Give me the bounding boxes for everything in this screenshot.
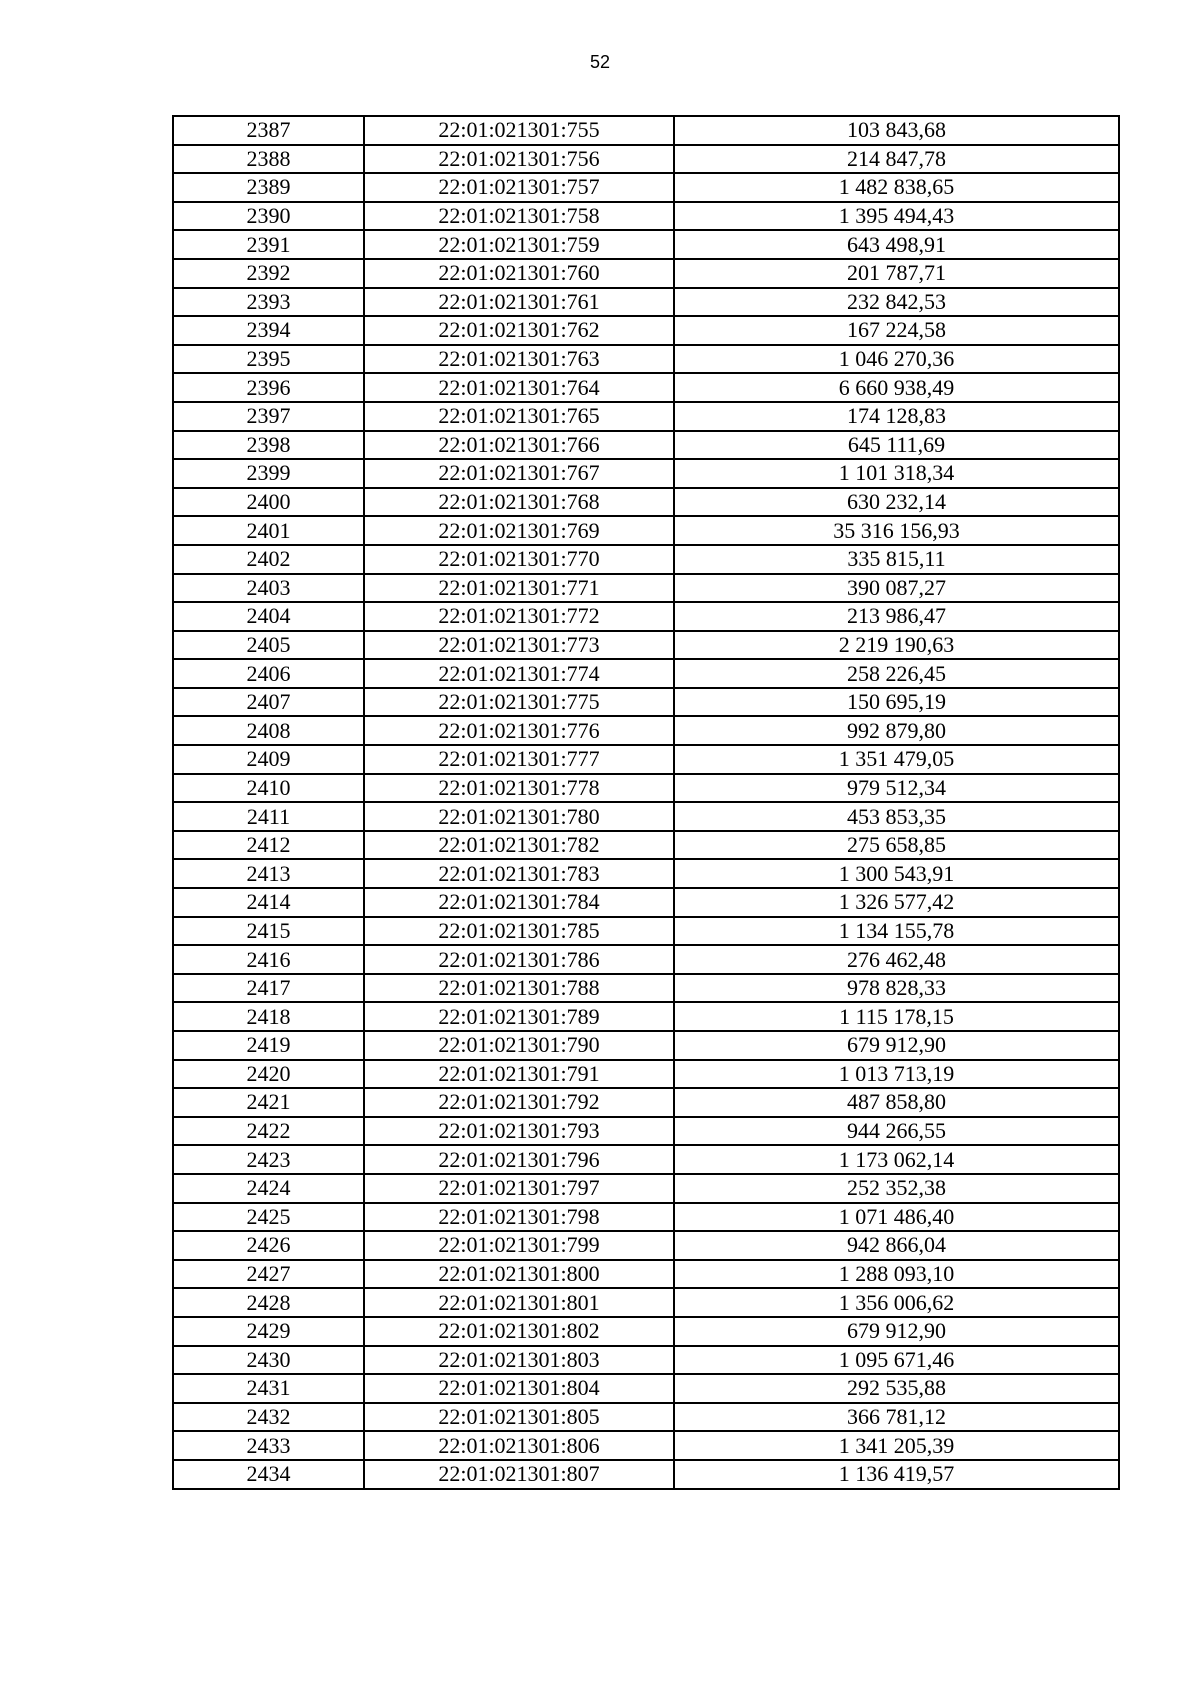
cadastral-number-cell: 22:01:021301:767 (364, 459, 674, 488)
row-number-cell: 2393 (173, 288, 364, 317)
value-cell: 1 351 479,05 (674, 745, 1119, 774)
row-number-cell: 2390 (173, 202, 364, 231)
table-row (173, 602, 1119, 631)
cadastral-number-cell: 22:01:021301:780 (364, 802, 674, 831)
row-number-cell: 2431 (173, 1374, 364, 1403)
table-row (173, 688, 1119, 717)
cadastral-number-cell: 22:01:021301:797 (364, 1174, 674, 1203)
value-cell: 335 815,11 (674, 545, 1119, 574)
row-number-cell: 2401 (173, 516, 364, 545)
row-number-cell: 2419 (173, 1031, 364, 1060)
row-number-cell: 2416 (173, 945, 364, 974)
row-number-cell: 2398 (173, 431, 364, 460)
value-cell: 942 866,04 (674, 1231, 1119, 1260)
row-number-cell: 2414 (173, 888, 364, 917)
value-cell: 643 498,91 (674, 230, 1119, 259)
value-cell: 232 842,53 (674, 288, 1119, 317)
cadastral-number-cell: 22:01:021301:785 (364, 917, 674, 946)
row-number-cell: 2395 (173, 345, 364, 374)
row-number-cell: 2407 (173, 688, 364, 717)
row-number-cell: 2402 (173, 545, 364, 574)
table-row (173, 888, 1119, 917)
row-number-cell: 2404 (173, 602, 364, 631)
row-number-cell: 2415 (173, 917, 364, 946)
table-row (173, 1088, 1119, 1117)
row-number-cell: 2413 (173, 859, 364, 888)
cadastral-number-cell: 22:01:021301:778 (364, 774, 674, 803)
row-number-cell: 2429 (173, 1317, 364, 1346)
value-cell: 944 266,55 (674, 1117, 1119, 1146)
value-cell: 366 781,12 (674, 1403, 1119, 1432)
cadastral-number-cell: 22:01:021301:777 (364, 745, 674, 774)
cadastral-number-cell: 22:01:021301:756 (364, 145, 674, 174)
value-cell: 258 226,45 (674, 659, 1119, 688)
row-number-cell: 2411 (173, 802, 364, 831)
table-row (173, 431, 1119, 460)
value-cell: 1 288 093,10 (674, 1260, 1119, 1289)
cadastral-number-cell: 22:01:021301:796 (364, 1145, 674, 1174)
value-cell: 1 341 205,39 (674, 1431, 1119, 1460)
table-row (173, 459, 1119, 488)
row-number-cell: 2389 (173, 173, 364, 202)
cadastral-number-cell: 22:01:021301:764 (364, 373, 674, 402)
cadastral-number-cell: 22:01:021301:757 (364, 173, 674, 202)
value-cell: 630 232,14 (674, 488, 1119, 517)
value-cell: 252 352,38 (674, 1174, 1119, 1203)
value-cell: 275 658,85 (674, 831, 1119, 860)
table-row (173, 917, 1119, 946)
cadastral-number-cell: 22:01:021301:765 (364, 402, 674, 431)
table-row (173, 1060, 1119, 1089)
value-cell: 1 482 838,65 (674, 173, 1119, 202)
table-row (173, 1403, 1119, 1432)
value-cell: 201 787,71 (674, 259, 1119, 288)
row-number-cell: 2396 (173, 373, 364, 402)
table-row (173, 974, 1119, 1003)
cadastral-number-cell: 22:01:021301:798 (364, 1203, 674, 1232)
table-row (173, 745, 1119, 774)
table-row (173, 173, 1119, 202)
cadastral-number-cell: 22:01:021301:763 (364, 345, 674, 374)
value-cell: 487 858,80 (674, 1088, 1119, 1117)
row-number-cell: 2428 (173, 1288, 364, 1317)
cadastral-number-cell: 22:01:021301:758 (364, 202, 674, 231)
value-cell: 2 219 190,63 (674, 631, 1119, 660)
table-row (173, 1145, 1119, 1174)
cadastral-number-cell: 22:01:021301:806 (364, 1431, 674, 1460)
table-row (173, 345, 1119, 374)
cadastral-number-cell: 22:01:021301:801 (364, 1288, 674, 1317)
cadastral-number-cell: 22:01:021301:790 (364, 1031, 674, 1060)
table-row (173, 373, 1119, 402)
table-row (173, 945, 1119, 974)
cadastral-number-cell: 22:01:021301:761 (364, 288, 674, 317)
row-number-cell: 2405 (173, 631, 364, 660)
cadastral-number-cell: 22:01:021301:784 (364, 888, 674, 917)
row-number-cell: 2430 (173, 1346, 364, 1375)
table-row (173, 1174, 1119, 1203)
row-number-cell: 2425 (173, 1203, 364, 1232)
value-cell: 35 316 156,93 (674, 516, 1119, 545)
row-number-cell: 2397 (173, 402, 364, 431)
cadastral-number-cell: 22:01:021301:800 (364, 1260, 674, 1289)
value-cell: 992 879,80 (674, 716, 1119, 745)
row-number-cell: 2421 (173, 1088, 364, 1117)
cadastral-number-cell: 22:01:021301:799 (364, 1231, 674, 1260)
table-row (173, 1203, 1119, 1232)
row-number-cell: 2388 (173, 145, 364, 174)
value-cell: 1 136 419,57 (674, 1460, 1119, 1489)
table-row (173, 1117, 1119, 1146)
cadastral-number-cell: 22:01:021301:760 (364, 259, 674, 288)
value-cell: 1 395 494,43 (674, 202, 1119, 231)
table-row (173, 859, 1119, 888)
row-number-cell: 2394 (173, 316, 364, 345)
table-row (173, 1031, 1119, 1060)
cadastral-number-cell: 22:01:021301:772 (364, 602, 674, 631)
table-row (173, 574, 1119, 603)
table-row (173, 716, 1119, 745)
value-cell: 679 912,90 (674, 1317, 1119, 1346)
table-row (173, 1231, 1119, 1260)
value-cell: 1 046 270,36 (674, 345, 1119, 374)
table-row (173, 1260, 1119, 1289)
value-cell: 979 512,34 (674, 774, 1119, 803)
cadastral-number-cell: 22:01:021301:759 (364, 230, 674, 259)
row-number-cell: 2417 (173, 974, 364, 1003)
cadastral-number-cell: 22:01:021301:774 (364, 659, 674, 688)
table-row (173, 116, 1119, 145)
table-row (173, 1431, 1119, 1460)
table-row (173, 1317, 1119, 1346)
value-cell: 1 095 671,46 (674, 1346, 1119, 1375)
table-row (173, 488, 1119, 517)
value-cell: 1 356 006,62 (674, 1288, 1119, 1317)
row-number-cell: 2406 (173, 659, 364, 688)
cadastral-number-cell: 22:01:021301:770 (364, 545, 674, 574)
row-number-cell: 2433 (173, 1431, 364, 1460)
value-cell: 1 101 318,34 (674, 459, 1119, 488)
row-number-cell: 2423 (173, 1145, 364, 1174)
cadastral-number-cell: 22:01:021301:771 (364, 574, 674, 603)
table-row (173, 1346, 1119, 1375)
cadastral-number-cell: 22:01:021301:775 (364, 688, 674, 717)
cadastral-number-cell: 22:01:021301:791 (364, 1060, 674, 1089)
row-number-cell: 2426 (173, 1231, 364, 1260)
table-row (173, 202, 1119, 231)
table-row (173, 631, 1119, 660)
value-cell: 1 173 062,14 (674, 1145, 1119, 1174)
table-row (173, 259, 1119, 288)
cadastral-number-cell: 22:01:021301:786 (364, 945, 674, 974)
value-cell: 679 912,90 (674, 1031, 1119, 1060)
table-row (173, 659, 1119, 688)
row-number-cell: 2391 (173, 230, 364, 259)
table-row (173, 402, 1119, 431)
cadastral-number-cell: 22:01:021301:755 (364, 116, 674, 145)
value-cell: 1 134 155,78 (674, 917, 1119, 946)
cadastral-number-cell: 22:01:021301:769 (364, 516, 674, 545)
table-row (173, 802, 1119, 831)
row-number-cell: 2422 (173, 1117, 364, 1146)
value-cell: 645 111,69 (674, 431, 1119, 460)
value-cell: 150 695,19 (674, 688, 1119, 717)
row-number-cell: 2427 (173, 1260, 364, 1289)
value-cell: 390 087,27 (674, 574, 1119, 603)
cadastral-number-cell: 22:01:021301:805 (364, 1403, 674, 1432)
cadastral-number-cell: 22:01:021301:788 (364, 974, 674, 1003)
cadastral-value-table (172, 115, 1120, 1490)
row-number-cell: 2408 (173, 716, 364, 745)
row-number-cell: 2387 (173, 116, 364, 145)
table-row (173, 1460, 1119, 1489)
cadastral-number-cell: 22:01:021301:782 (364, 831, 674, 860)
cadastral-number-cell: 22:01:021301:789 (364, 1002, 674, 1031)
value-cell: 292 535,88 (674, 1374, 1119, 1403)
row-number-cell: 2399 (173, 459, 364, 488)
table-row (173, 1374, 1119, 1403)
cadastral-number-cell: 22:01:021301:793 (364, 1117, 674, 1146)
value-cell: 103 843,68 (674, 116, 1119, 145)
table-row (173, 1002, 1119, 1031)
table-body (173, 116, 1119, 1489)
row-number-cell: 2412 (173, 831, 364, 860)
cadastral-number-cell: 22:01:021301:766 (364, 431, 674, 460)
value-cell: 453 853,35 (674, 802, 1119, 831)
row-number-cell: 2434 (173, 1460, 364, 1489)
value-cell: 174 128,83 (674, 402, 1119, 431)
row-number-cell: 2409 (173, 745, 364, 774)
value-cell: 213 986,47 (674, 602, 1119, 631)
table-row (173, 1288, 1119, 1317)
table-row (173, 288, 1119, 317)
value-cell: 1 115 178,15 (674, 1002, 1119, 1031)
row-number-cell: 2420 (173, 1060, 364, 1089)
value-cell: 1 326 577,42 (674, 888, 1119, 917)
value-cell: 1 300 543,91 (674, 859, 1119, 888)
row-number-cell: 2403 (173, 574, 364, 603)
value-cell: 276 462,48 (674, 945, 1119, 974)
cadastral-number-cell: 22:01:021301:776 (364, 716, 674, 745)
cadastral-number-cell: 22:01:021301:783 (364, 859, 674, 888)
table-row (173, 831, 1119, 860)
page-number: 52 (589, 52, 611, 72)
value-cell: 6 660 938,49 (674, 373, 1119, 402)
row-number-cell: 2392 (173, 259, 364, 288)
table-row (173, 145, 1119, 174)
row-number-cell: 2424 (173, 1174, 364, 1203)
cadastral-number-cell: 22:01:021301:804 (364, 1374, 674, 1403)
value-cell: 1 013 713,19 (674, 1060, 1119, 1089)
cadastral-number-cell: 22:01:021301:792 (364, 1088, 674, 1117)
table-row (173, 516, 1119, 545)
row-number-cell: 2410 (173, 774, 364, 803)
table-row (173, 230, 1119, 259)
row-number-cell: 2432 (173, 1403, 364, 1432)
cadastral-number-cell: 22:01:021301:807 (364, 1460, 674, 1489)
table-row (173, 545, 1119, 574)
cadastral-number-cell: 22:01:021301:768 (364, 488, 674, 517)
row-number-cell: 2400 (173, 488, 364, 517)
cadastral-number-cell: 22:01:021301:773 (364, 631, 674, 660)
value-cell: 978 828,33 (674, 974, 1119, 1003)
cadastral-number-cell: 22:01:021301:803 (364, 1346, 674, 1375)
value-cell: 167 224,58 (674, 316, 1119, 345)
value-cell: 214 847,78 (674, 145, 1119, 174)
row-number-cell: 2418 (173, 1002, 364, 1031)
value-cell: 1 071 486,40 (674, 1203, 1119, 1232)
cadastral-number-cell: 22:01:021301:802 (364, 1317, 674, 1346)
cadastral-number-cell: 22:01:021301:762 (364, 316, 674, 345)
table-row (173, 316, 1119, 345)
table-row (173, 774, 1119, 803)
